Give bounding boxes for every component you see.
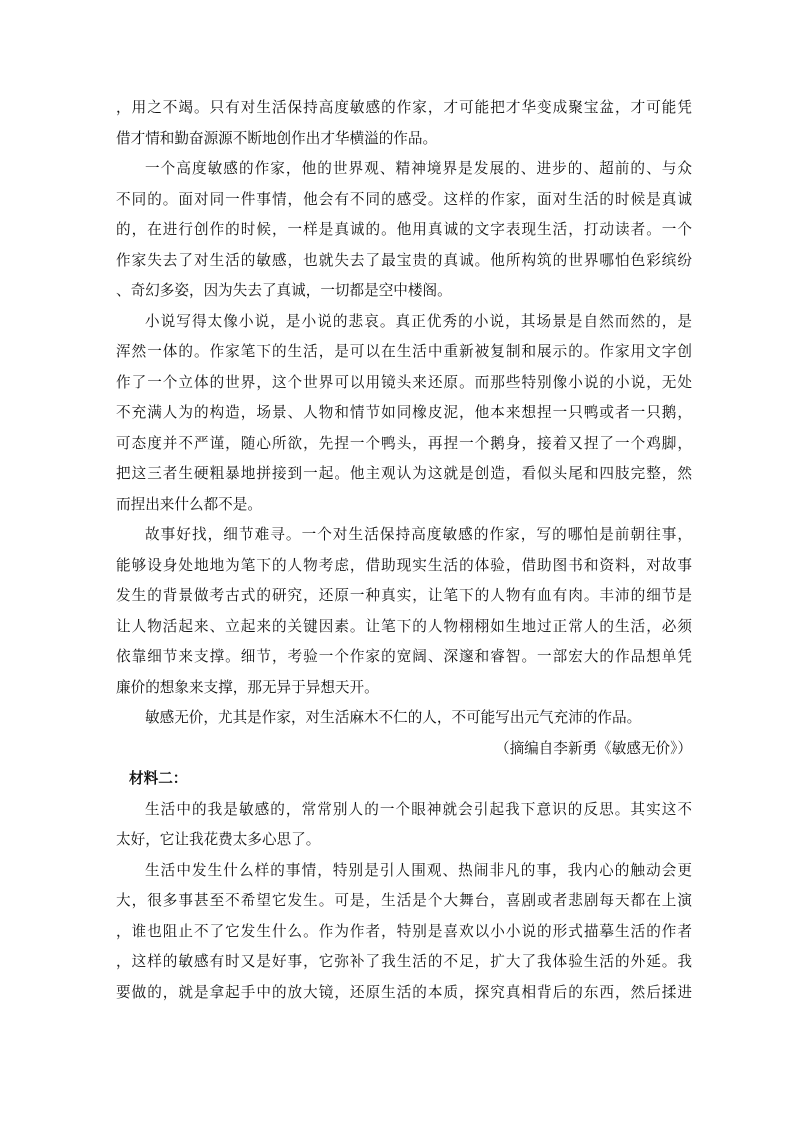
text-line: 浑然一体的。作家笔下的生活，是可以在生活中重新被复制和展示的。作家用文字创 (116, 343, 692, 360)
text-line: ，谁也阻止不了它发生什么。作为作者，特别是喜欢以小小说的形式描摹生活的作者 (116, 922, 692, 940)
text-line: 生活中的我是敏感的，常常别人的一个眼神就会引起我下意识的反思。其实这不 (145, 800, 692, 818)
source-citation: （摘编自李新勇《敏感无价》） (494, 739, 692, 757)
text-line: 的，在进行创作的时候，一样是真诚的。他用真诚的文字表现生活，打动读者。一个 (116, 221, 692, 238)
text-line: 可态度并不严谨，随心所欲，先捏一个鸭头，再捏一个鹅身，接着又捏了一个鸡脚， (116, 434, 692, 452)
text-line: 把这三者生硬粗暴地拼接到一起。他主观认为这就是创造，看似头尾和四肢完整，然 (116, 465, 692, 482)
text-line: ，这样的敏感有时又是好事，它弥补了我生活的不足，扩大了我体验生活的外延。我 (116, 953, 692, 970)
text-line: 不充满人为的构造，场景、人物和情节如同橡皮泥，他本来想捏一只鸭或者一只鹅， (116, 404, 692, 421)
text-line: 作家失去了对生活的敏感，也就失去了最宝贵的真诚。他所构筑的世界哪怕色彩缤纷 (116, 251, 692, 269)
text-line: 敏感无价，尤其是作家，对生活麻木不仁的人，不可能写出元气充沛的作品。 (145, 709, 642, 726)
text-line: 太好，它让我花费太多心思了。 (116, 831, 321, 848)
text-line: 大，很多事甚至不希望它发生。可是，生活是个大舞台，喜剧或者悲剧每天都在上演 (116, 892, 692, 909)
text-line: 廉价的想象来支撑，那无异于异想天开。 (116, 678, 379, 696)
text-line: 要做的，就是拿起手中的放大镜，还原生活的本质，探究真相背后的东西，然后揉进 (116, 983, 692, 1001)
text-line: 一个高度敏感的作家，他的世界观、精神境界是发展的、进步的、超前的、与众 (145, 160, 692, 177)
text-line: 生活中发生什么样的事情，特别是引人围观、热闹非凡的事，我内心的触动会更 (145, 861, 692, 879)
text-line: 能够设身处地地为笔下的人物考虑，借助现实生活的体验，借助图书和资料，对故事 (116, 556, 692, 574)
text-line: 小说写得太像小说，是小说的悲哀。真正优秀的小说，其场景是自然而然的，是 (145, 312, 692, 330)
section-heading: 材料二： (129, 770, 188, 787)
text-line: 作了一个立体的世界，这个世界可以用镜头来还原。而那些特别像小说的小说，无处 (116, 373, 692, 391)
text-line: 不同的。面对同一件事情，他会有不同的感受。这样的作家，面对生活的时候是真诚 (116, 190, 692, 208)
text-line: ，用之不竭。只有对生活保持高度敏感的作家，才可能把才华变成聚宝盆，才可能凭 (116, 99, 692, 116)
text-line: 依靠细节来支撑。细节，考验一个作家的宽阔、深邃和睿智。一部宏大的作品想单凭 (116, 648, 692, 665)
text-line: 借才情和勤奋源源不断地创作出才华横溢的作品。 (116, 129, 438, 147)
text-line: 而捏出来什么都不是。 (116, 495, 262, 513)
document-body (116, 93, 692, 1008)
text-line: 让人物活起来、立起来的关键因素。让笔下的人物栩栩如生地过正常人的生活，必须 (116, 617, 692, 635)
text-line: 故事好找，细节难寻。一个对生活保持高度敏感的作家，写的哪怕是前朝往事， (145, 526, 692, 543)
text-line: 发生的背景做考古式的研究，还原一种真实，让笔下的人物有血有肉。丰沛的细节是 (116, 587, 692, 604)
text-line: 、奇幻多姿，因为失去了真诚，一切都是空中楼阁。 (116, 282, 452, 299)
